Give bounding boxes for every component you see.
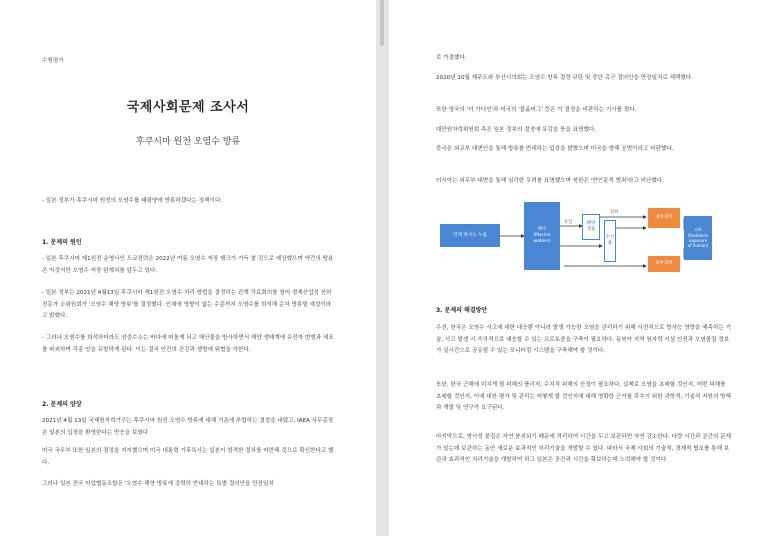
aspects-paragraph-3: 그러나 일본 전국 어업협동조합은 '오염수 해양 방류에 강력히 반대하는 특별 결의안을 만장일치 xyxy=(42,481,274,487)
cause-paragraph-3: - 그러나 오염수를 희석하더라도 삼중수소는 바다에 떠돌게 되고 해산물을 방사하면서 해양 생태계에 유전자 변형과 세포를 파괴하며 각종 암을 유발하게 된다. 이는 결국 인간의 건강과 생명에 위협을 가한다. xyxy=(42,335,334,353)
aspects-paragraph-1: 2021년 4월 13일 국제원자력기구는 후쿠시마 원전 오염수 방류에 대해 기준에 부합하는 결정을 내렸고, IAEA 사무총장은 일본의 입장을 환영한다는 반응을 보였다. xyxy=(42,418,334,436)
header-label: 수행평가 xyxy=(42,58,64,64)
reaction-paragraph-4: 중국은 외교부 대변인을 통해 방류를 반대하는 입장을 밝혔으며 미국을 향해 공범이라고 비판했다. xyxy=(436,146,674,152)
reaction-paragraph-1: 2020년 10월 제주도와 부산시의회는 오염수 방류 결정 규탄 및 중단 촉구 결의안을 만장일치로 채택했다. xyxy=(436,75,693,81)
document-title: 국제사회문제 조사서 xyxy=(126,100,250,115)
intake-label: 섭취 xyxy=(610,210,619,215)
scrollbar-thumb[interactable] xyxy=(380,0,384,46)
human-exposure-box: 피폭 (Radiation exposure of human) xyxy=(684,216,712,260)
internal-exposure-box: 내부피폭 xyxy=(648,208,680,228)
radiation-flow-diagram xyxy=(440,200,712,272)
aspects-paragraph-2: 미국 국무부 또한 일본의 결정을 지지했으며 미국 대통령 기후특사는 일본이 엄격한 절차를 마련해 것으로 확신한다고 했다. xyxy=(42,448,334,466)
section-heading-solution: 3. 문제의 해결방안 xyxy=(436,307,488,314)
flow-label: 유입 xyxy=(564,220,573,225)
seawater-box: 해수 (Marine waters) xyxy=(524,202,560,270)
external-exposure-box: 외부피폭 xyxy=(648,256,680,272)
reaction-paragraph-3: 대만원자력위원회 측은 일본 정부의 결정에 유감을 뜻을 표명했다. xyxy=(436,127,597,133)
document-subtitle: 후쿠시마 원전 오염수 방류 xyxy=(135,137,241,147)
cause-paragraph-2: - 일본 정부는 2021년 4월13일 후쿠시마 제1원전 오염수 처리 방법을 결정하는 관계 각료회의를 열어 경제산업성 산하 전문가 소위원회가 '오염수 해양 방류'를 결정했다. 인체에 영향이 없는 수준까지 오염수를 희석해 순차 방류할 예정이라고 밝혔다. xyxy=(42,290,332,319)
intro-text: - 일본 정부가 후쿠시마 원전의 오염수를 태평양에 방류하겠다는 정책이다. xyxy=(42,198,223,204)
document-page-1 xyxy=(0,0,376,536)
solution-paragraph-1: 우선, 한국은 오염수 사고에 대한 대응뿐 아니라 발생 가능한 오염을 관리하기 위해 사전적으로 방사능 영향을 예측하는 기술, 사고 발생 시 즉각적으로 대응할 수 있는 프로토콜을 구축이 필요하다. 동북아 지역 원자력 시설 안전과 오염물질 정보가 실시간으로 공유될 수 있는 모니터링 시스템을 구축해야 할 것이다. xyxy=(436,325,732,354)
page-gap xyxy=(376,0,389,536)
marine-life-box: 해양 생물 xyxy=(582,214,600,240)
continued-text: 로 가결했다. xyxy=(436,55,467,61)
solution-paragraph-3: 마지막으로, 방사성 물질은 자연 붕괴되기 때문에 격리하여 시간을 두고 보관하면 자연 감소한다. 다량 시간과 공간의 문제가 있는데 보관하는 동안 새로운 효과적인 처리기술을 개발할 수 있다. 따라서 국제 사회의 기술적, 경제적 협조를 통해 보관과 효과적인 처리기술을 개발하여 하고 일본은 공간과 시간을 확보하는데 노력해야 할 것이다. xyxy=(436,434,732,463)
source-leak-box: 역제 방사능 누출 xyxy=(440,224,500,247)
solution-paragraph-2: 또한, 한국 근해에 미치게 될 피해의 플리적, 수치적 피해의 산정이 필요하다. 실제로 오염을 초래할 것인지, 어떤 피해를 초래할 것인지, 이에 대한 평가 및 관리는 어떻게 할 것인지에 대해 명확한 근거를 갖추기 위한 과학적, 기술적 지원의 방책과 개발 및 연구가 요구된다. xyxy=(436,382,731,411)
reaction-paragraph-5: 러시아는 외무부 대변을 통해 심각한 우려를 표명했으며 북한은 '반인륜적 범죄'라고 비난했다. xyxy=(436,178,664,184)
fishery-box: 수산 물 xyxy=(604,220,616,262)
cause-paragraph-1: - 일본 후쿠시마 제1원전 운영사인 도쿄전력은 2022년 여름 오염수 저장 탱크가 가득 찰 것으로 예상했으며 약간의 땅용은 익것지만 오염수 저장 한계치를 앞두고 있다. xyxy=(42,256,334,274)
section-heading-cause: 1. 문제의 원인 xyxy=(42,239,82,246)
reaction-paragraph-2: 또한 영국의 '더 가디언'과 미국의 '블룸버그' 등은 이 결정을 비판하는 기사를 썼다. xyxy=(436,107,637,113)
section-heading-aspects: 2. 문제의 양상 xyxy=(42,401,82,408)
